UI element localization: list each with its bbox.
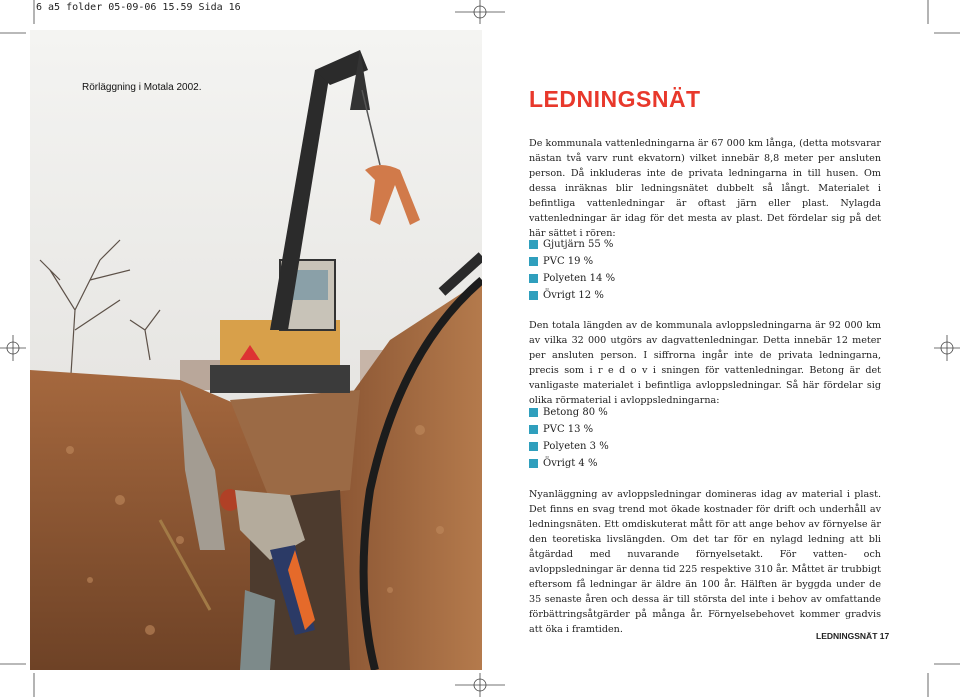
sewer-materials-list [529,406,609,474]
renewal-paragraph: Nyanläggning av avloppsledningar domineras idag av material i plast. Det finns en svag trend mot ökade kostnader för drift och underhåll av ledningsnäten. Ett omdiskuterat mått för att ange behov av förnyelse är den teoretiska livslängden. Om det tar för en nylagd ledning att bli åtgärdad med nuvarande förnyelsetakt. För vatten- och avloppsledningar är denna tid 225 respektive 310 år. Måttet är trubbigt eftersom få ledningar är äldre än 100 år. Hälften är byggda under de 35 senaste åren och dessa är till största del inte i behov av omfattande förbättringsåtgärder på många år. Förnyelsebehovet kommer gradvis att öka i framtiden. [529,489,881,635]
printer-slug: 6 a5 folder 05-09-06 15.59 Sida 16 [36,2,241,13]
list-item: Gjutjärn 55 % [529,238,615,255]
page-folio: LEDNINGSNÄT 17 [816,631,890,641]
excavation-photo [30,30,482,670]
water-materials-list [529,238,615,306]
page-title: LEDNINGSNÄT [529,86,701,112]
intro-paragraph: De kommunala vattenledningarna är 67 000 km långa, (detta motsvarar nästan två varv runt ekvatorn) vilket innebär 8,8 meter per ansluten person. Då inkluderas inte de privata ledningarna in till husen. Om dessa inräknas blir ledningsnätet dubbelt så långt. Materialet i befintliga vattenledningar är oftast järn eller plast. Nylagda vattenledningar är idag för det mesta av plast. Det fördelar sig på det här sättet i rören: [529,138,881,239]
list-item: PVC 13 % [529,423,609,440]
list-item: Polyeten 14 % [529,272,615,289]
square-bullet-icon [529,459,538,468]
list-item: Polyeten 3 % [529,440,609,457]
square-bullet-icon [529,291,538,300]
photo-caption: Rörläggning i Motala 2002. [82,82,202,93]
square-bullet-icon [529,425,538,434]
list-item: PVC 19 % [529,255,615,272]
square-bullet-icon [529,408,538,417]
sewer-paragraph: Den totala längden av de kommunala avloppsledningarna är 92 000 km av vilka 32 000 utgörs av dagvattenledningar. Detta innebär 12 meter per ansluten person. I siffrorna ingår inte de privata ledningarna, precis som i r e d o v i sningen för vattenledningar. Betong är det vanligaste materialet i befintliga avloppsledningar. Så här fördelar sig olika rörmaterial i avloppsledningarna: [529,320,881,406]
square-bullet-icon [529,257,538,266]
square-bullet-icon [529,240,538,249]
list-item: Betong 80 % [529,406,609,423]
square-bullet-icon [529,274,538,283]
list-item: Övrigt 4 % [529,457,609,474]
square-bullet-icon [529,442,538,451]
list-item: Övrigt 12 % [529,289,615,306]
